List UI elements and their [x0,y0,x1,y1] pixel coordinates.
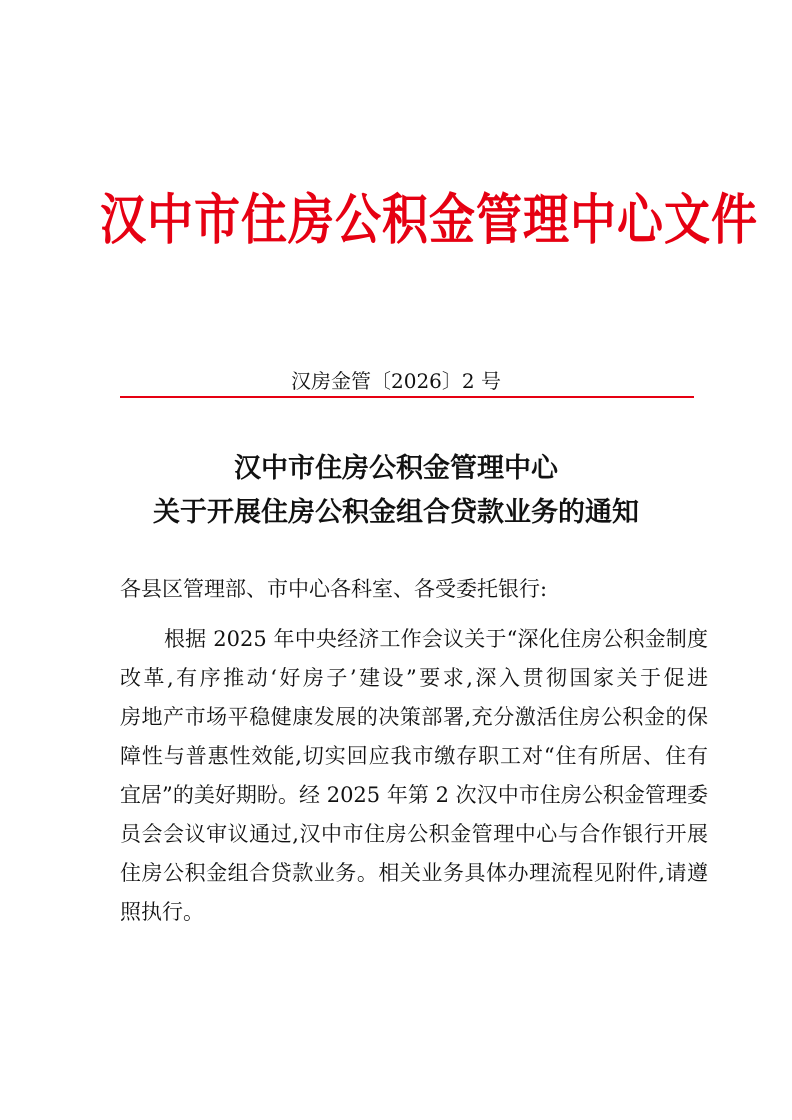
salutation: 各县区管理部、市中心各科室、各受委托银行: [120,577,548,601]
body-line: 房地产市场平稳健康发展的决策部署,充分激活住房公积金的保 [120,705,708,729]
body-line: 根据 2025 年中央经济工作会议关于“深化住房公积金制度 [164,627,708,651]
body-line: 改革,有序推动‘好房子’建设”要求,深入贯彻国家关于促进 [120,666,708,690]
body-line: 住房公积金组合贷款业务。相关业务具体办理流程见附件,请遵 [120,861,708,885]
document-title-line-2: 关于开展住房公积金组合贷款业务的通知 [153,497,639,528]
issuer-header-title: 汉中市住房公积金管理中心文件 [100,187,758,252]
document-title-line-1: 汉中市住房公积金管理中心 [234,453,558,484]
body-line: 障性与普惠性效能,切实回应我市缴存职工对“住有所居、住有 [120,744,708,768]
body-line: 照执行。 [120,900,204,924]
red-separator-line [120,396,694,398]
document-number: 汉房金管〔2026〕2 号 [291,369,501,393]
body-line: 员会会议审议通过,汉中市住房公积金管理中心与合作银行开展 [120,822,708,846]
body-line: 宜居”的美好期盼。经 2025 年第 2 次汉中市住房公积金管理委 [120,783,708,807]
body-paragraph [120,620,708,932]
